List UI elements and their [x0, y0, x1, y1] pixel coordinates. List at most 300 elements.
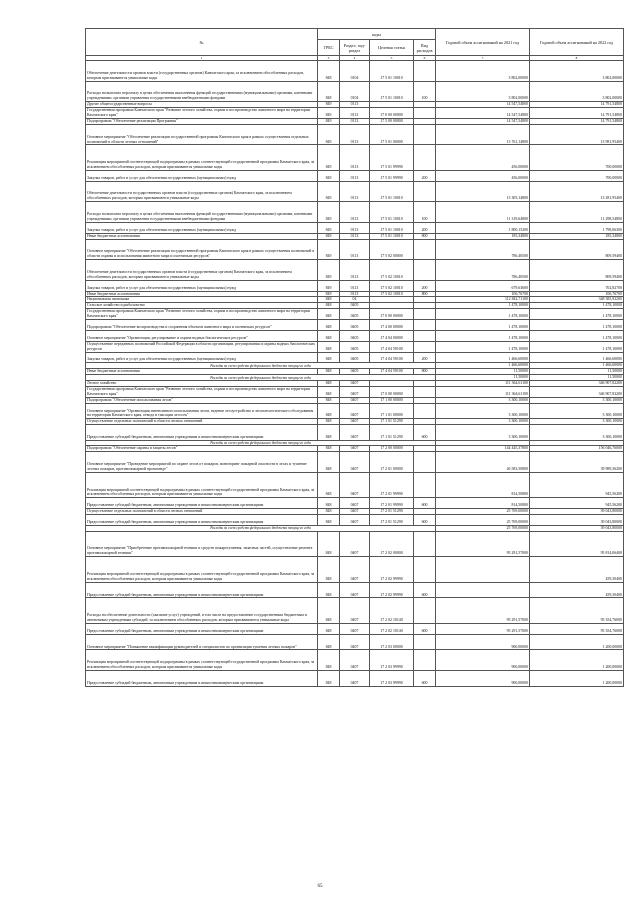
- row-target-article: 17 5 02 10010: [370, 291, 414, 297]
- row-volume-2022: 1 798,06300: [530, 222, 624, 233]
- row-expense-type: 600: [414, 582, 436, 598]
- header-section: Раздел, под-раздел: [340, 40, 370, 56]
- row-volume-2022: 1 478,10000: [530, 303, 624, 309]
- column-index-cell: 5: [370, 56, 414, 61]
- row-volume-2021: 14 547,54800: [436, 102, 530, 108]
- row-target-article: 17 5 01 10010: [370, 61, 414, 82]
- row-grbs: 848: [318, 498, 340, 509]
- row-grbs: 848: [318, 634, 340, 650]
- column-index-cell: 7: [436, 56, 530, 61]
- row-volume-2022: 3 300,10000: [530, 403, 624, 419]
- row-section: 0113: [340, 145, 370, 171]
- row-volume-2022: 14 791,54800: [530, 118, 624, 124]
- row-target-article: 17 2 01 00000: [370, 452, 414, 473]
- row-name: Предоставление субсидий бюджетным, автономным учреждениям и иным некоммерческим организациям: [86, 425, 318, 441]
- row-volume-2022: 95 354,76000: [530, 623, 624, 634]
- row-volume-2022: 14 791,54800: [530, 102, 624, 108]
- table-row: [86, 634, 624, 650]
- row-name: Основное мероприятие "Обеспечение реализации государственной программы Камчатского края в рамках осуществления отдельных полномочий в области лесных отношений": [86, 124, 318, 145]
- column-index-cell: 8: [530, 56, 624, 61]
- row-expense-type: [414, 650, 436, 671]
- table-row: [86, 222, 624, 233]
- row-section: 0113: [340, 118, 370, 124]
- row-volume-2021: 25 769,00000: [436, 515, 530, 526]
- row-target-article: 17 0 00 00000: [370, 386, 414, 397]
- row-volume-2021: 3 300,10000: [436, 403, 530, 419]
- row-section: 0405: [340, 303, 370, 309]
- row-grbs: 848: [318, 671, 340, 687]
- row-target-article: 17 2 01 99990: [370, 498, 414, 509]
- row-grbs: 848: [318, 81, 340, 102]
- row-expense-type: [414, 108, 436, 119]
- row-volume-2021: 106,76700: [436, 291, 530, 297]
- row-name: Осуществление отдельных полномочий в области лесных отношений: [86, 419, 318, 425]
- row-section: 0407: [340, 452, 370, 473]
- table-row: [86, 498, 624, 509]
- row-volume-2021: 1 466,60000: [436, 352, 530, 363]
- row-name: Предоставление субсидий бюджетным, автономным учреждениям и иным некоммерческим организациям: [86, 498, 318, 509]
- table-row: [86, 239, 624, 260]
- row-section: 0407: [340, 623, 370, 634]
- row-name: Обеспечение деятельности государственных органов власти (государственных органов) Камчатского края, за исключением обособленных расходов, которым присваиваются уникальные коды: [86, 260, 318, 281]
- row-name: Основное мероприятие "Организация интенсивного использования лесов, ведение лесоустройства и лесопатологического обследования на территории Камчатского края, отвода и таксации лесосек": [86, 403, 318, 419]
- row-volume-2022: 809,59400: [530, 239, 624, 260]
- row-grbs: 849: [318, 118, 340, 124]
- row-volume-2021: 679,63600: [436, 280, 530, 291]
- row-expense-type: [414, 145, 436, 171]
- row-volume-2021: 900,00000: [436, 671, 530, 687]
- row-volume-2022: 106,76700: [530, 291, 624, 297]
- table-header: [86, 29, 624, 56]
- row-volume-2022: 945,56200: [530, 498, 624, 509]
- row-volume-2021: 25 769,00000: [436, 509, 530, 515]
- row-volume-2022: 346 907,82200: [530, 386, 624, 397]
- row-volume-2021: 95 291,57000: [436, 623, 530, 634]
- row-name: Закупка товаров, работ и услуг для обеспечения государственных (муниципальных) нужд: [86, 222, 318, 233]
- row-expense-type: 800: [414, 233, 436, 239]
- row-volume-2022: 348 385,92200: [530, 297, 624, 303]
- row-name: Государственная программа Камчатского края "Развитие лесного хозяйства, охрана и воспроизводство животного мира на территории Камчатского края": [86, 108, 318, 119]
- table-row: [86, 623, 624, 634]
- table-row: [86, 309, 624, 320]
- row-volume-2022: 39 989,36200: [530, 452, 624, 473]
- row-volume-2022: 1 478,10000: [530, 320, 624, 331]
- row-target-article: 17 5 01 00000: [370, 124, 414, 145]
- row-grbs: 848: [318, 386, 340, 397]
- row-grbs: 848: [318, 341, 340, 352]
- row-name: Подпрограмма "Обеспечение реализации Программы": [86, 118, 318, 124]
- row-volume-2021: 900,00000: [436, 634, 530, 650]
- row-name: Предоставление субсидий бюджетным, автономным учреждениям и иным некоммерческим организациям: [86, 515, 318, 526]
- row-volume-2022: 3 300,10000: [530, 419, 624, 425]
- row-section: 0113: [340, 222, 370, 233]
- row-section: 0405: [340, 330, 370, 341]
- row-section: 0104: [340, 61, 370, 82]
- row-volume-2021: 14 547,54800: [436, 108, 530, 119]
- note-text: Расходы за счет средств федерального бюджета текущего года: [86, 525, 436, 531]
- row-section: 0104: [340, 81, 370, 102]
- row-expense-type: 600: [414, 671, 436, 687]
- table-row: [86, 341, 624, 352]
- row-expense-type: 200: [414, 280, 436, 291]
- row-name: Закупка товаров, работ и услуг для обеспечения государственных (муниципальных) нужд: [86, 170, 318, 181]
- table-row: [86, 352, 624, 363]
- table-row: [86, 472, 624, 498]
- row-expense-type: [414, 557, 436, 583]
- row-name: Основное мероприятие "Организация, регулирование и охрана водных биологических ресурсов": [86, 330, 318, 341]
- header-volume-2022: Годовой объем ассигнований на 2022 год: [530, 29, 624, 56]
- table-row: [86, 671, 624, 687]
- table-row: [86, 515, 624, 526]
- row-section: 0407: [340, 498, 370, 509]
- row-name: Основное мероприятие "Повышение квалификации руководителей и специалистов по организации тушения лесных пожаров": [86, 634, 318, 650]
- row-volume-2021: 3 300,10000: [436, 425, 530, 441]
- row-target-article: 17 5 01 10010: [370, 181, 414, 202]
- row-expense-type: 200: [414, 170, 436, 181]
- row-expense-type: [414, 61, 436, 82]
- row-volume-2022: 809,59400: [530, 260, 624, 281]
- row-grbs: 848: [318, 309, 340, 320]
- row-volume-2022: 700,00000: [530, 170, 624, 181]
- row-grbs: 848: [318, 419, 340, 425]
- row-section: 0407: [340, 397, 370, 403]
- budget-allocation-table: [85, 28, 624, 687]
- row-section: 0113: [340, 124, 370, 145]
- row-grbs: 848: [318, 403, 340, 419]
- row-target-article: 17 5 01 99990: [370, 170, 414, 181]
- row-name: Национальная экономика: [86, 297, 318, 303]
- row-volume-2022: 3 802,00000: [530, 81, 624, 102]
- row-grbs: 849: [318, 260, 340, 281]
- row-expense-type: 200: [414, 352, 436, 363]
- row-volume-2022: 185,34800: [530, 233, 624, 239]
- row-volume-2021: 26 583,50800: [436, 452, 530, 473]
- row-volume-2021: 456,00000: [436, 170, 530, 181]
- budget-table-page: [85, 28, 623, 687]
- row-name: Реализация мероприятий соответствующей подпрограммы в рамках соответствующей государственной программы Камчатского края, за исключением обособленных расходов, которым присваиваются уникальные коды: [86, 557, 318, 583]
- row-target-article: 17 1 01 51290: [370, 419, 414, 425]
- row-section: 0407: [340, 446, 370, 452]
- row-target-article: 17 2 02 10140: [370, 623, 414, 634]
- row-section: 0407: [340, 419, 370, 425]
- row-target-article: 17 5 01 10010: [370, 81, 414, 102]
- row-target-article: 17 4 00 00000: [370, 320, 414, 331]
- header-grbs: ГРБС: [318, 40, 340, 56]
- row-expense-type: 600: [414, 425, 436, 441]
- table-row: [86, 124, 624, 145]
- row-target-article: 17 2 02 99990: [370, 582, 414, 598]
- table-body: [86, 56, 624, 687]
- table-row: [86, 650, 624, 671]
- row-volume-2021: 95 291,57000: [436, 531, 530, 557]
- row-target-article: 17 1 00 00000: [370, 397, 414, 403]
- row-target-article: 17 1 01 51290: [370, 425, 414, 441]
- row-volume-2021: 185,34800: [436, 233, 530, 239]
- row-expense-type: 600: [414, 498, 436, 509]
- row-expense-type: [414, 239, 436, 260]
- row-grbs: 849: [318, 233, 340, 239]
- table-row: [86, 61, 624, 82]
- row-target-article: 17 2 02 00000: [370, 531, 414, 557]
- row-volume-2021: [436, 582, 530, 598]
- row-volume-2021: 1 478,10000: [436, 341, 530, 352]
- row-volume-2022: 11,50000: [530, 369, 624, 375]
- table-row: [86, 280, 624, 291]
- row-target-article: 17 2 03 00000: [370, 634, 414, 650]
- page-number: 65: [317, 884, 323, 889]
- row-volume-2021: 3 802,00000: [436, 61, 530, 82]
- row-section: 0407: [340, 425, 370, 441]
- row-target-article: 17 5 01 10010: [370, 222, 414, 233]
- table-row: [86, 330, 624, 341]
- row-volume-2021: 1 478,10000: [436, 303, 530, 309]
- table-row: [86, 202, 624, 223]
- row-grbs: 849: [318, 239, 340, 260]
- row-section: 0407: [340, 381, 370, 387]
- row-volume-2021: 3 300,10000: [436, 397, 530, 403]
- row-target-article: 17 5 02 10010: [370, 260, 414, 281]
- row-grbs: 848: [318, 61, 340, 82]
- row-expense-type: 200: [414, 222, 436, 233]
- note-value-2021: 25 769,00000: [436, 525, 530, 531]
- row-target-article: 17 1 01 00000: [370, 403, 414, 419]
- row-section: 0113: [340, 202, 370, 223]
- row-grbs: 849: [318, 102, 340, 108]
- row-section: 0113: [340, 102, 370, 108]
- row-target-article: 17 5 01 10010: [370, 202, 414, 223]
- row-volume-2022: 95 354,76000: [530, 598, 624, 624]
- row-expense-type: [414, 472, 436, 498]
- row-expense-type: [414, 341, 436, 352]
- row-volume-2022: 1 200,00000: [530, 650, 624, 671]
- row-volume-2021: 1 800,15200: [436, 222, 530, 233]
- row-target-article: 17 5 00 00000: [370, 118, 414, 124]
- row-section: 0405: [340, 341, 370, 352]
- row-name: Расходы на выплаты персоналу в целях обеспечения выполнения функций государственными (муниципальными) органами, казенными учреждениями, органами управления государственными внебюджетными фондами: [86, 81, 318, 102]
- row-volume-2022: 1 200,00000: [530, 671, 624, 687]
- table-row: [86, 598, 624, 624]
- row-expense-type: [414, 403, 436, 419]
- row-grbs: 848: [318, 425, 340, 441]
- row-name: Обеспечение деятельности государственных органов власти (государственных органов) Камчатского края, за исключением обособленных расходов, которым присваиваются уникальные коды: [86, 181, 318, 202]
- row-expense-type: [414, 309, 436, 320]
- row-volume-2021: 786,40500: [436, 239, 530, 260]
- row-grbs: 849: [318, 280, 340, 291]
- row-grbs: 848: [318, 623, 340, 634]
- row-grbs: 848: [318, 452, 340, 473]
- row-target-article: 17 2 01 99990: [370, 472, 414, 498]
- row-section: 0405: [340, 309, 370, 320]
- row-target-article: 17 2 02 10140: [370, 598, 414, 624]
- header-volume-2021: Годовой объем ассигнований на 2021 год: [436, 29, 530, 56]
- header-num: №: [86, 29, 318, 56]
- row-volume-2022: 3 802,00000: [530, 61, 624, 82]
- row-name: Иные бюджетные ассигнования: [86, 291, 318, 297]
- row-grbs: 849: [318, 202, 340, 223]
- row-grbs: 848: [318, 303, 340, 309]
- column-index-cell: 3: [318, 56, 340, 61]
- row-volume-2022: 700,00000: [530, 145, 624, 171]
- row-expense-type: [414, 452, 436, 473]
- row-name: Лесное хозяйство: [86, 381, 318, 387]
- row-expense-type: [414, 124, 436, 145]
- row-section: 0113: [340, 291, 370, 297]
- note-value-2021: 11,50000: [436, 375, 530, 381]
- note-value-2022: 11,50000: [530, 375, 624, 381]
- row-name: Реализация мероприятий соответствующей подпрограммы в рамках соответствующей государственной программы Камчатского края, за исключением обособленных расходов, которым присваиваются уникальные коды: [86, 145, 318, 171]
- row-section: 0407: [340, 557, 370, 583]
- row-name: Обеспечение деятельности органов власти (государственных органов) Камчатского края, за исключением обособленных расходов, которым присваиваются уникальные коды: [86, 61, 318, 82]
- row-volume-2021: 814,50800: [436, 472, 530, 498]
- row-grbs: 849: [318, 222, 340, 233]
- row-grbs: 849: [318, 124, 340, 145]
- row-name: Реализация мероприятий соответствующей подпрограммы в рамках соответствующей государственной программы Камчатского края, за исключением обособленных расходов, которым присваиваются уникальные коды: [86, 650, 318, 671]
- row-volume-2022: 39 043,80000: [530, 509, 624, 515]
- row-volume-2021: 11,50000: [436, 369, 530, 375]
- row-volume-2022: 3 300,10000: [530, 425, 624, 441]
- row-volume-2022: 13 281,95400: [530, 181, 624, 202]
- row-volume-2022: 13 981,95400: [530, 124, 624, 145]
- row-volume-2021: 3 802,00000: [436, 81, 530, 102]
- row-volume-2021: 456,00000: [436, 145, 530, 171]
- row-volume-2021: 786,40500: [436, 260, 530, 281]
- row-target-article: 17 2 01 51290: [370, 515, 414, 526]
- row-expense-type: [414, 330, 436, 341]
- row-volume-2022: 702,82700: [530, 280, 624, 291]
- row-grbs: 848: [318, 515, 340, 526]
- table-row: [86, 452, 624, 473]
- row-volume-2021: 13 305,14800: [436, 181, 530, 202]
- row-section: 0405: [340, 352, 370, 363]
- row-expense-type: [414, 181, 436, 202]
- row-section: 0113: [340, 108, 370, 119]
- row-name: Предоставление субсидий бюджетным, автономным учреждениям и иным некоммерческим организациям: [86, 671, 318, 687]
- row-target-article: 17 5 01 99990: [370, 145, 414, 171]
- row-target-article: 17 4 04 00000: [370, 330, 414, 341]
- row-section: 0407: [340, 472, 370, 498]
- row-volume-2021: 11 319,64800: [436, 202, 530, 223]
- row-expense-type: 100: [414, 202, 436, 223]
- row-volume-2021: 112 842,71100: [436, 297, 530, 303]
- column-index-cell: 1: [86, 56, 318, 61]
- row-volume-2022: 3 300,10000: [530, 397, 624, 403]
- row-grbs: 849: [318, 108, 340, 119]
- table-row: [86, 557, 624, 583]
- row-section: 0113: [340, 239, 370, 260]
- row-volume-2022: 14 791,54800: [530, 108, 624, 119]
- row-volume-2021: 14 547,54800: [436, 118, 530, 124]
- row-target-article: 17 5 01 10010: [370, 233, 414, 239]
- row-grbs: 848: [318, 320, 340, 331]
- row-section: 0405: [340, 320, 370, 331]
- row-expense-type: 800: [414, 291, 436, 297]
- row-target-article: 17 5 02 00000: [370, 239, 414, 260]
- row-volume-2022: 346 907,82200: [530, 381, 624, 387]
- row-volume-2022: 459,30400: [530, 557, 624, 583]
- row-target-article: 17 5 02 10010: [370, 280, 414, 291]
- row-name: Предоставление субсидий бюджетным, автономным учреждениям и иным некоммерческим организациям: [86, 623, 318, 634]
- row-section: 0407: [340, 634, 370, 650]
- row-grbs: 848: [318, 297, 340, 303]
- row-expense-type: [414, 320, 436, 331]
- row-volume-2021: 111 364,61100: [436, 381, 530, 387]
- row-expense-type: [414, 634, 436, 650]
- row-name: Осуществление переданных полномочий Российской Федерации в области организации, регулирования и охраны водных биологических ресурсов: [86, 341, 318, 352]
- row-grbs: 849: [318, 170, 340, 181]
- row-grbs: 849: [318, 181, 340, 202]
- row-section: 0407: [340, 671, 370, 687]
- note-value-2021: 1 466,60000: [436, 363, 530, 369]
- row-grbs: 848: [318, 598, 340, 624]
- row-volume-2021: 13 761,14800: [436, 124, 530, 145]
- row-target-article: 17 4 04 59100: [370, 369, 414, 375]
- table-row: [86, 145, 624, 171]
- row-volume-2022: 1 478,10000: [530, 341, 624, 352]
- row-name: Расходы на выплаты персоналу в целях обеспечения выполнения функций государственными (муниципальными) органами, казенными учреждениями, органами управления государственными внебюджетными фондами: [86, 202, 318, 223]
- row-grbs: 849: [318, 145, 340, 171]
- row-target-article: 17 2 01 51290: [370, 509, 414, 515]
- table-row: [86, 108, 624, 119]
- row-volume-2021: 95 291,57000: [436, 598, 530, 624]
- row-section: 0407: [340, 515, 370, 526]
- row-section: 0407: [340, 403, 370, 419]
- row-grbs: 848: [318, 446, 340, 452]
- row-volume-2022: 95 814,06400: [530, 531, 624, 557]
- row-name: Подпрограмма "Обеспечение охраны и защиты лесов": [86, 446, 318, 452]
- row-volume-2021: 1 478,10000: [436, 330, 530, 341]
- table-row: [86, 403, 624, 419]
- note-value-2022: 1 466,60000: [530, 363, 624, 369]
- row-grbs: 848: [318, 531, 340, 557]
- row-name: Государственная программа Камчатского края "Развитие лесного хозяйства, охрана и воспроизводство животного мира на территории Камчатского края": [86, 386, 318, 397]
- note-value-2022: 39 043,80000: [530, 525, 624, 531]
- table-row: [86, 320, 624, 331]
- row-name: Подпрограмма "Обеспечение использования лесов": [86, 397, 318, 403]
- row-name: Закупка товаров, работ и услуг для обеспечения государственных (муниципальных) нужд: [86, 352, 318, 363]
- note-text: Расходы за счет средств федерального бюджета текущего года: [86, 375, 436, 381]
- row-volume-2022: 1 466,60000: [530, 352, 624, 363]
- header-codes-group: коды: [318, 29, 436, 40]
- row-volume-2022: 1 478,10000: [530, 309, 624, 320]
- row-target-article: 17 2 02 99990: [370, 557, 414, 583]
- row-section: 0113: [340, 170, 370, 181]
- header-expense-type: Вид расходов: [414, 40, 436, 56]
- row-target-article: 17 4 04 59100: [370, 341, 414, 352]
- row-grbs: 848: [318, 381, 340, 387]
- row-name: Реализация мероприятий соответствующей подпрограммы в рамках соответствующей государственной программы Камчатского края, за исключением обособленных расходов, которым присваиваются уникальные коды: [86, 472, 318, 498]
- row-target-article: 17 4 04 59100: [370, 352, 414, 363]
- row-grbs: 848: [318, 369, 340, 375]
- row-grbs: 848: [318, 330, 340, 341]
- row-section: 0407: [340, 582, 370, 598]
- row-target-article: 17 2 00 00000: [370, 446, 414, 452]
- note-text: Расходы за счет средств федерального бюджета текущего года: [86, 363, 436, 369]
- row-target-article: 17 0 00 00000: [370, 108, 414, 119]
- row-volume-2022: 945,56200: [530, 472, 624, 498]
- row-expense-type: 600: [414, 515, 436, 526]
- row-name: Закупка товаров, работ и услуг для обеспечения государственных (муниципальных) нужд: [86, 280, 318, 291]
- row-section: 0113: [340, 233, 370, 239]
- row-volume-2022: 39 043,80000: [530, 515, 624, 526]
- row-name: Другие общегосударственные вопросы: [86, 102, 318, 108]
- row-grbs: 848: [318, 509, 340, 515]
- row-grbs: 848: [318, 472, 340, 498]
- row-grbs: 848: [318, 650, 340, 671]
- row-name: Основное мероприятие "Обеспечение реализации государственной программы Камчатского края в рамках осуществления полномочий в области охраны и использования животного мира и охотничьих ресурсов": [86, 239, 318, 260]
- row-section: 0407: [340, 650, 370, 671]
- row-section: 0113: [340, 181, 370, 202]
- table-row: [86, 531, 624, 557]
